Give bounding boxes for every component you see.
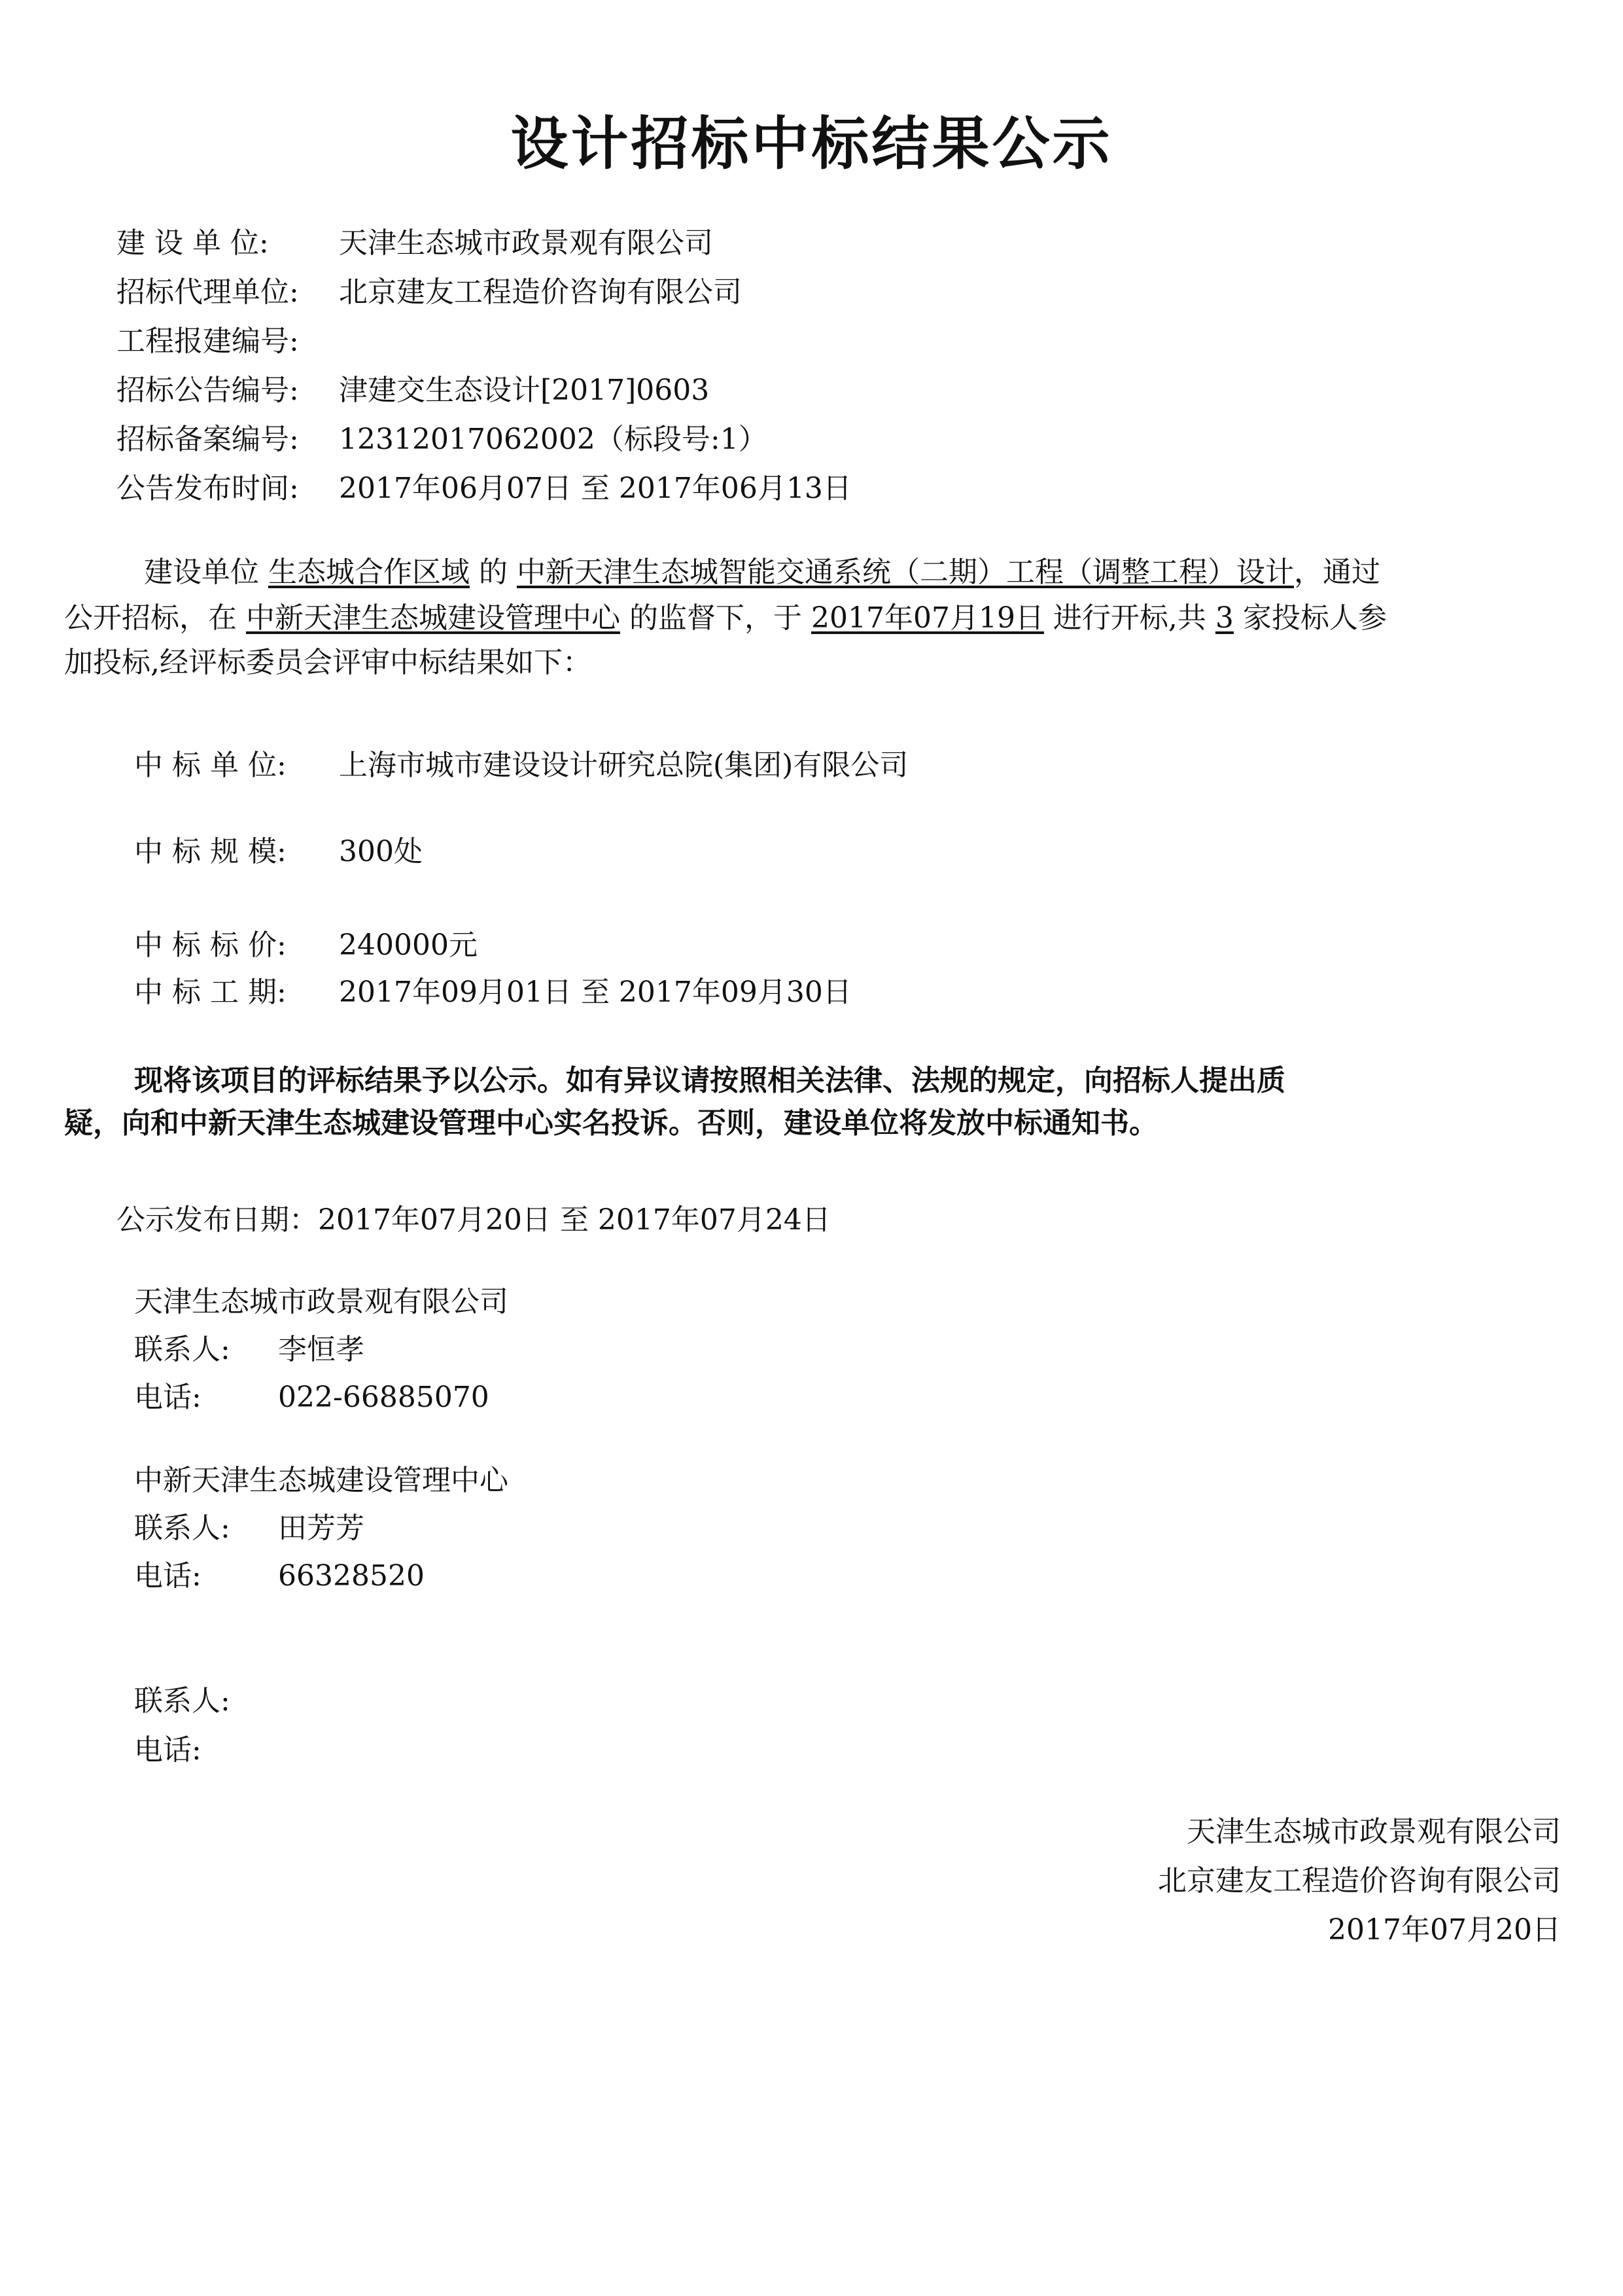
contact-2-org: 中新天津生态城建设管理中心 <box>134 1464 508 1497</box>
paragraph-line-3 <box>64 643 591 682</box>
paragraph-text: 建设单位 <box>144 556 268 589</box>
supervisor: 中新天津生态城建设管理中心 <box>246 601 620 635</box>
publicity-period-row <box>116 1201 831 1240</box>
contact-person-label: 联系人: <box>134 1511 230 1545</box>
contact-2-phone-row <box>134 1557 425 1596</box>
price-value: 240000元 <box>339 928 478 962</box>
paragraph-line-1 <box>144 553 1380 592</box>
notice-no-label: 招标公告编号: <box>116 374 299 407</box>
winner-row <box>134 746 908 785</box>
notice-no-value: 津建交生态设计[2017]0603 <box>339 374 710 407</box>
agent-row <box>116 273 742 312</box>
record-no-label: 招标备案编号: <box>116 423 299 456</box>
agent-value: 北京建友工程造价咨询有限公司 <box>339 275 742 309</box>
contact-phone: 66328520 <box>278 1559 425 1593</box>
publicity-period-value: 2017年07月20日 至 2017年07月24日 <box>318 1203 831 1237</box>
paragraph-text: 公开招标，在 <box>64 601 246 635</box>
paragraph-text: 的监督下，于 <box>620 601 811 635</box>
page-title: 设计招标中标结果公示 <box>510 110 1113 177</box>
contact-1-person-row <box>134 1330 364 1369</box>
bidder-count: 3 <box>1215 601 1234 635</box>
scale-label: 中 标 规 模: <box>134 835 287 868</box>
contact-1-phone-row <box>134 1378 489 1417</box>
period-value: 2017年09月01日 至 2017年09月30日 <box>339 976 852 1009</box>
scale-value: 300处 <box>339 835 423 868</box>
builder-row <box>116 224 713 263</box>
project-no-label: 工程报建编号: <box>116 325 299 358</box>
builder-area: 生态城合作区域 <box>268 556 470 589</box>
contact-2-person-row <box>134 1509 364 1548</box>
paragraph-text: ，通过 <box>1293 556 1380 589</box>
extra-contact-phone-label: 电话: <box>134 1733 201 1767</box>
winner-label: 中 标 单 位: <box>134 749 287 782</box>
period-row <box>134 973 852 1012</box>
record-no-value: 12312017062002（标段号:1） <box>339 423 767 456</box>
contact-1-org: 天津生态城市政景观有限公司 <box>134 1285 508 1318</box>
publish-time-label: 公告发布时间: <box>116 472 299 505</box>
notice-line-2: 疑，向和中新天津生态城建设管理中心实名投诉。否则，建设单位将发放中标通知书。 <box>64 1106 1158 1140</box>
notice-no-row <box>116 371 709 410</box>
contact-person-label: 联系人: <box>134 1333 230 1366</box>
winner-value: 上海市城市建设设计研究总院(集团)有限公司 <box>339 749 909 782</box>
signature-org-2: 北京建友工程造价咨询有限公司 <box>1158 1864 1561 1898</box>
period-label: 中 标 工 期: <box>134 976 287 1009</box>
paragraph-text: 加投标,经评标委员会评审中标结果如下： <box>64 646 591 679</box>
project-no-row <box>116 322 339 361</box>
project-name: 中新天津生态城智能交通系统（二期）工程（调整工程）设计 <box>516 556 1294 589</box>
publish-time-row <box>116 469 852 508</box>
contact-phone-label: 电话: <box>134 1381 201 1414</box>
paragraph-line-2 <box>64 599 1387 638</box>
agent-label: 招标代理单位: <box>116 275 299 309</box>
open-date: 2017年07月19日 <box>811 601 1044 635</box>
builder-value: 天津生态城市政景观有限公司 <box>339 226 713 260</box>
scale-row <box>134 832 423 872</box>
contact-phone-label: 电话: <box>134 1559 201 1593</box>
contact-phone: 022-66885070 <box>278 1381 489 1414</box>
publicity-period-label: 公示发布日期： <box>116 1203 318 1237</box>
signature-date: 2017年07月20日 <box>1328 1913 1561 1947</box>
signature-org-1: 天津生态城市政景观有限公司 <box>1187 1815 1561 1848</box>
price-label: 中 标 标 价: <box>134 928 287 962</box>
extra-contact-person-label: 联系人: <box>134 1684 230 1718</box>
record-no-row <box>116 420 767 459</box>
paragraph-text: 进行开标,共 <box>1043 601 1215 635</box>
paragraph-text: 家投标人参 <box>1233 601 1387 635</box>
contact-person: 田芳芳 <box>278 1511 364 1545</box>
builder-label: 建 设 单 位: <box>116 226 269 260</box>
paragraph-text: 的 <box>470 556 517 589</box>
notice-line-1: 现将该项目的评标结果予以公示。如有异议请按照相关法律、法规的规定，向招标人提出质 <box>134 1064 1285 1097</box>
price-row <box>134 926 478 965</box>
publish-time-value: 2017年06月07日 至 2017年06月13日 <box>339 472 852 505</box>
contact-person: 李恒孝 <box>278 1333 364 1366</box>
